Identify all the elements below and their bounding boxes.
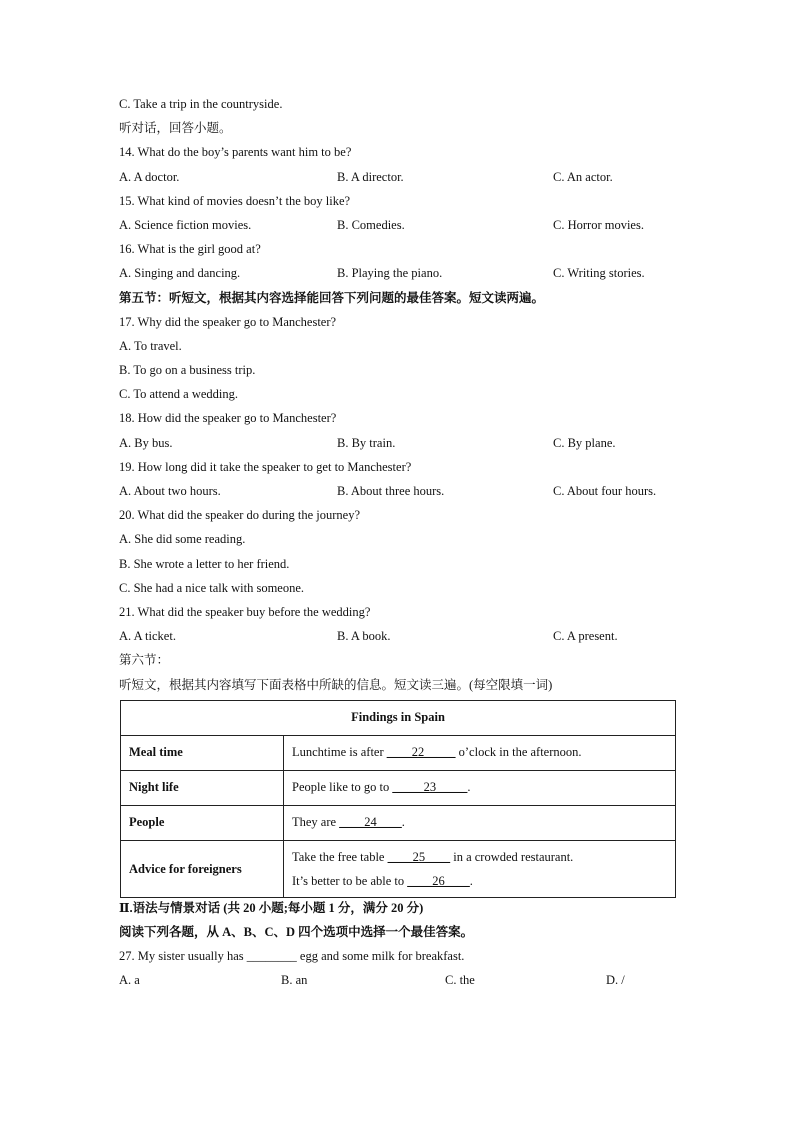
option-c: C. About four hours. bbox=[553, 484, 657, 498]
question-14-options bbox=[119, 165, 679, 189]
row-label-meal-time: Meal time bbox=[121, 735, 284, 770]
section-6-instruction: 听短文，根据其内容填写下面表格中所缺的信息。短文读三遍。(每空限填一词) bbox=[119, 677, 553, 692]
question-27-options bbox=[119, 968, 679, 992]
question-20-option-b: B. She wrote a letter to her friend. bbox=[119, 556, 290, 571]
option-c: C. Writing stories. bbox=[553, 266, 645, 281]
option-a: A. A ticket. bbox=[119, 629, 176, 644]
section-6-heading: 第六节： bbox=[119, 653, 170, 668]
option-a: A. A doctor. bbox=[119, 169, 180, 184]
exam-page bbox=[119, 92, 679, 992]
option-b: B. A director. bbox=[337, 169, 404, 184]
option-c: C. the bbox=[445, 973, 475, 988]
text: They are bbox=[292, 815, 340, 830]
question-27: 27. My sister usually has ________ egg and some milk for breakfast. bbox=[119, 949, 465, 964]
question-18-options bbox=[119, 431, 679, 455]
option-d: D. / bbox=[606, 973, 625, 988]
question-18: 18. How did the speaker go to Manchester? bbox=[119, 411, 337, 426]
option-b: B. Comedies. bbox=[337, 217, 405, 232]
text: . bbox=[467, 780, 471, 795]
question-20-option-a: A. She did some reading. bbox=[119, 532, 246, 547]
question-21-options bbox=[119, 624, 679, 648]
blank-23: _____23_____ bbox=[392, 780, 468, 795]
text: Lunchtime is after bbox=[292, 745, 387, 760]
option-c: C. By plane. bbox=[553, 435, 616, 450]
option-b: B. By train. bbox=[337, 435, 396, 450]
text: . bbox=[469, 873, 473, 888]
option-c: C. A present. bbox=[553, 629, 618, 644]
question-17: 17. Why did the speaker go to Manchester? bbox=[119, 314, 337, 329]
row-value-night-life bbox=[284, 770, 676, 805]
row-label-advice: Advice for foreigners bbox=[121, 840, 284, 897]
row-value-advice bbox=[284, 840, 676, 897]
option-a: A. By bus. bbox=[119, 435, 173, 450]
row-value-people bbox=[284, 805, 676, 840]
text: o’clock in the afternoon. bbox=[455, 745, 582, 760]
question-15: 15. What kind of movies doesn’t the boy like? bbox=[119, 193, 351, 208]
section-5-heading: 第五节：听短文，根据其内容选择能回答下列问题的最佳答案。短文读两遍。 bbox=[119, 290, 545, 305]
text: . bbox=[401, 815, 405, 830]
question-20: 20. What did the speaker do during the journey? bbox=[119, 508, 361, 523]
option-b: B. A book. bbox=[337, 629, 391, 644]
row-value-meal-time bbox=[284, 735, 676, 770]
row-label-night-life: Night life bbox=[121, 770, 284, 805]
option-c: C. An actor. bbox=[553, 169, 613, 184]
option-a: A. Science fiction movies. bbox=[119, 217, 252, 232]
text: Take the free table bbox=[292, 849, 388, 864]
findings-table bbox=[120, 700, 676, 898]
blank-22: ____22_____ bbox=[386, 745, 456, 760]
q13-option-c: C. Take a trip in the countryside. bbox=[119, 97, 283, 111]
option-b: B. Playing the piano. bbox=[337, 266, 443, 281]
question-21: 21. What did the speaker buy before the wedding? bbox=[119, 604, 371, 619]
blank-25: ____25____ bbox=[387, 849, 451, 864]
option-b: B. an bbox=[281, 973, 308, 988]
option-c: C. Horror movies. bbox=[553, 217, 644, 232]
blank-26: ____26____ bbox=[407, 873, 470, 888]
row-label-people: People bbox=[121, 805, 284, 840]
part-2-instruction: 阅读下列各题，从 A、B、C、D 四个选项中选择一个最佳答案。 bbox=[119, 924, 474, 939]
question-17-option-c: C. To attend a wedding. bbox=[119, 387, 239, 402]
blank-24: ____24____ bbox=[339, 815, 402, 830]
question-17-option-a: A. To travel. bbox=[119, 338, 182, 353]
text: in a crowded restaurant. bbox=[450, 849, 574, 864]
question-14: 14. What do the boy’s parents want him to be? bbox=[119, 145, 352, 160]
question-15-options bbox=[119, 213, 679, 237]
question-19-options bbox=[119, 479, 679, 503]
advice-line-2 bbox=[292, 869, 667, 893]
part-2-heading: Ⅱ.语法与情景对话 (共 20 小题;每小题 1 分，满分 20 分) bbox=[119, 900, 424, 915]
advice-line-1 bbox=[292, 845, 667, 869]
option-b: B. About three hours. bbox=[337, 484, 445, 498]
question-16-options bbox=[119, 261, 679, 285]
text: It’s better to be able to bbox=[292, 873, 408, 888]
question-17-option-b: B. To go on a business trip. bbox=[119, 363, 256, 378]
question-16: 16. What is the girl good at? bbox=[119, 242, 261, 257]
option-a: A. a bbox=[119, 973, 140, 988]
table-title: Findings in Spain bbox=[121, 700, 676, 735]
text: People like to go to bbox=[292, 780, 393, 795]
option-a: A. About two hours. bbox=[119, 484, 221, 498]
dialogue-instruction: 听对话，回答小题。 bbox=[119, 121, 232, 136]
question-20-option-c: C. She had a nice talk with someone. bbox=[119, 580, 305, 595]
question-19: 19. How long did it take the speaker to get to Manchester? bbox=[119, 459, 412, 474]
option-a: A. Singing and dancing. bbox=[119, 266, 241, 281]
